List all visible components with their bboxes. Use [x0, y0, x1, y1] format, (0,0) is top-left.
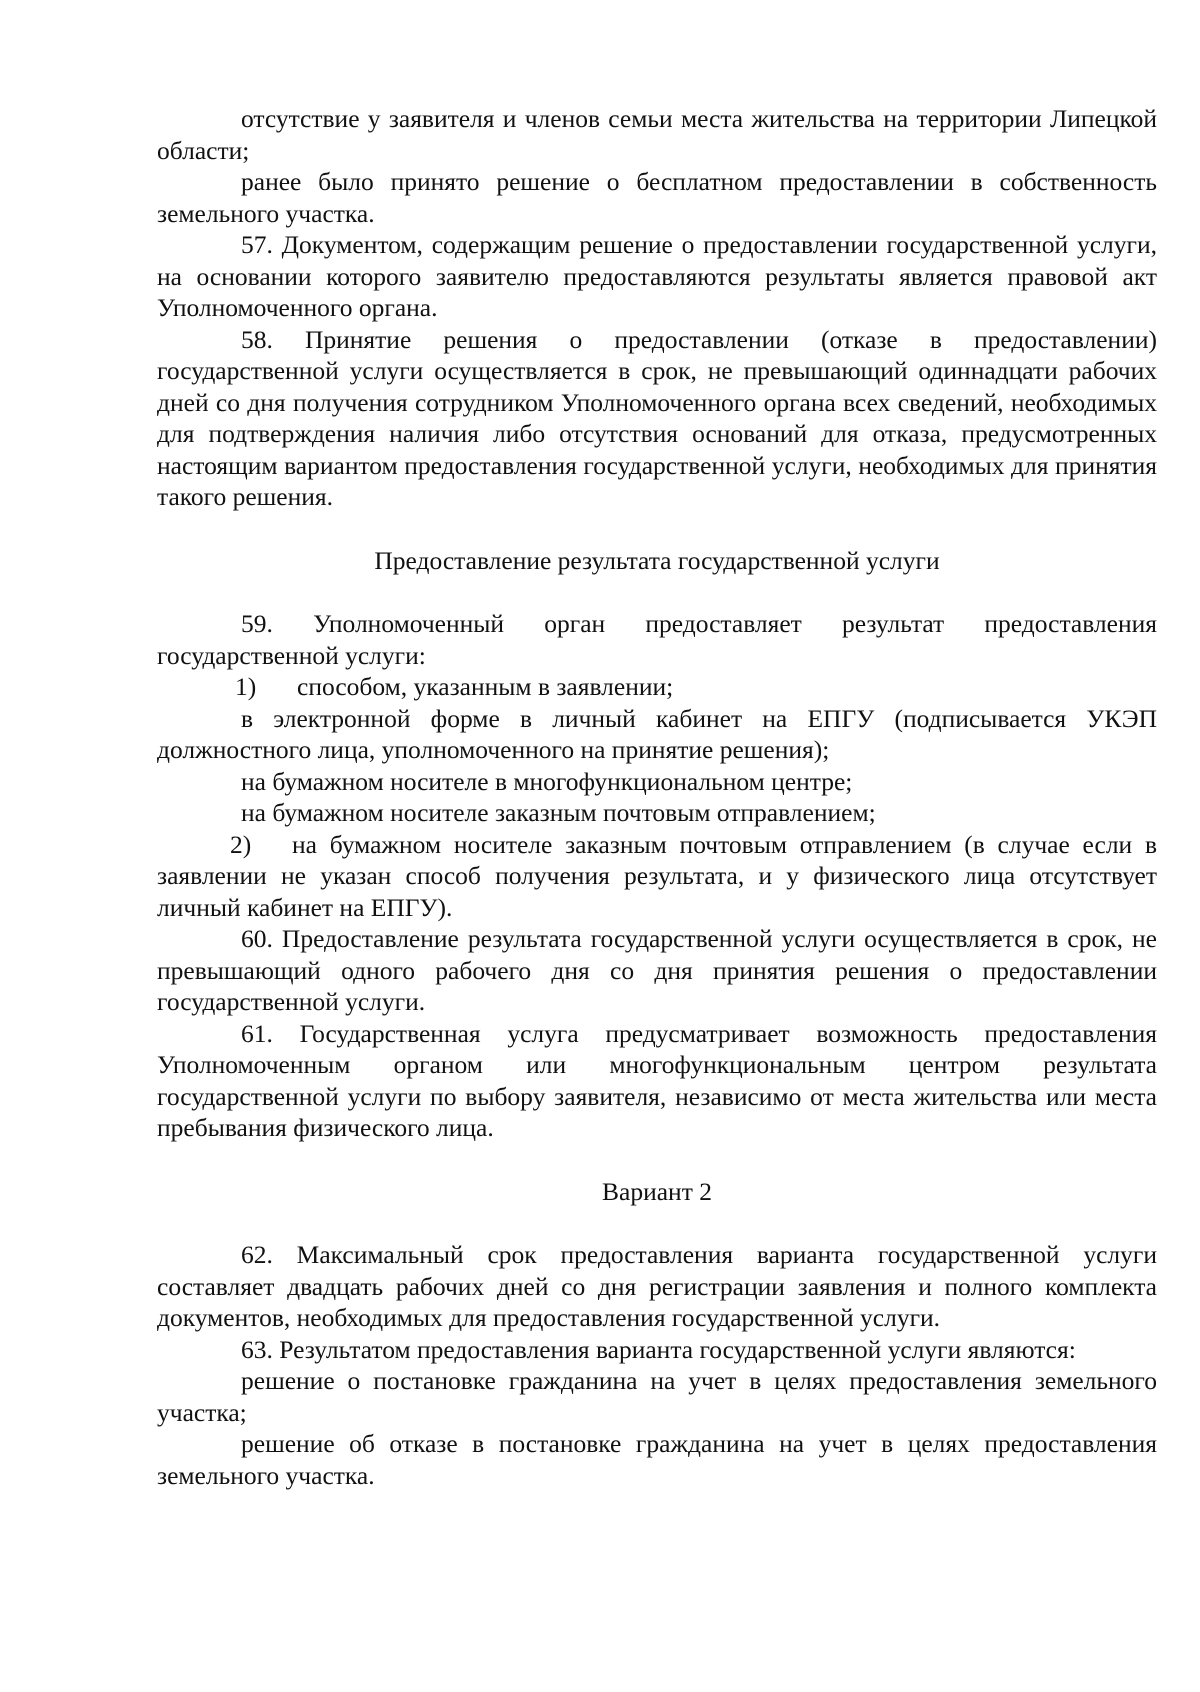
paragraph-paper-mail: на бумажном носителе заказным почтовым отправлением; — [241, 798, 876, 827]
paragraph-60: 60. Предоставление результата государственной услуги осуществляется в срок, не превышающий одного рабочего дня со дня принятия решения о предоставлении государственной услуги. — [157, 924, 1157, 1016]
list-item-text: способом, указанным в заявлении; — [297, 672, 674, 701]
list-item-2 — [157, 829, 1157, 924]
paragraph-57: 57. Документом, содержащим решение о предоставлении государственной услуги, на основании которого заявителю предоставляются результаты является правовой акт Уполномоченного органа. — [157, 230, 1157, 322]
list-item-number: 1) — [235, 672, 257, 701]
list-item-number: 2) — [230, 829, 252, 859]
document-body — [157, 103, 1157, 1491]
paragraph-no-residence: отсутствие у заявителя и членов семьи места жительства на территории Липецкой области; — [157, 104, 1157, 165]
spacer — [157, 1207, 1157, 1239]
spacer — [157, 1144, 1157, 1176]
section-heading-result: Предоставление результата государственной услуги — [374, 545, 940, 575]
paragraph-paper-mfc: на бумажном носителе в многофункциональном центре; — [241, 766, 853, 796]
spacer — [157, 576, 1157, 608]
paragraph-decision-refusal: решение об отказе в постановке гражданина на учет в целях предоставления земельного участка. — [157, 1429, 1157, 1490]
paragraph-previous-decision: ранее было принято решение о бесплатном предоставлении в собственность земельного участка. — [157, 167, 1157, 228]
paragraph-61: 61. Государственная услуга предусматривает возможность предоставления Уполномоченным органом или многофункциональным центром результата государственной услуги по выбору заявителя, независимо от места жительства или места пребывания физического лица. — [157, 1018, 1157, 1142]
section-heading-variant-2: Вариант 2 — [602, 1176, 712, 1206]
paragraph-62: 62. Максимальный срок предоставления варианта государственной услуги составляет двадцать рабочих дней со дня регистрации заявления и полного комплекта документов, необходимых для предоставления государственной услуги. — [157, 1240, 1157, 1332]
spacer — [157, 513, 1157, 545]
paragraph-59: 59. Уполномоченный орган предоставляет результат предоставления государственной услуги: — [157, 609, 1157, 670]
paragraph-58: 58. Принятие решения о предоставлении (отказе в предоставлении) государственной услуги осуществляется в срок, не превышающий одиннадцати рабочих дней со дня получения сотрудником Уполномоченного органа всех сведений, необходимых для подтверждения наличия либо отсутствия оснований для отказа, предусмотренных настоящим вариантом предоставления государственной услуги, необходимых для принятия такого решения. — [157, 324, 1157, 511]
paragraph-electronic-form: в электронной форме в личный кабинет на ЕПГУ (подписывается УКЭП должностного лица, уполномоченного на принятие решения); — [157, 703, 1157, 764]
paragraph-decision-registration: решение о постановке гражданина на учет в целях предоставления земельного участка; — [157, 1366, 1157, 1427]
list-item-text: на бумажном носителе заказным почтовым отправлением (в случае если в заявлении не указан способ получения результата, и у физического лица отсутствует личный кабинет на ЕПГУ). — [157, 829, 1157, 922]
paragraph-63: 63. Результатом предоставления варианта государственной услуги являются: — [241, 1334, 1076, 1364]
list-item-1 — [157, 671, 1157, 703]
